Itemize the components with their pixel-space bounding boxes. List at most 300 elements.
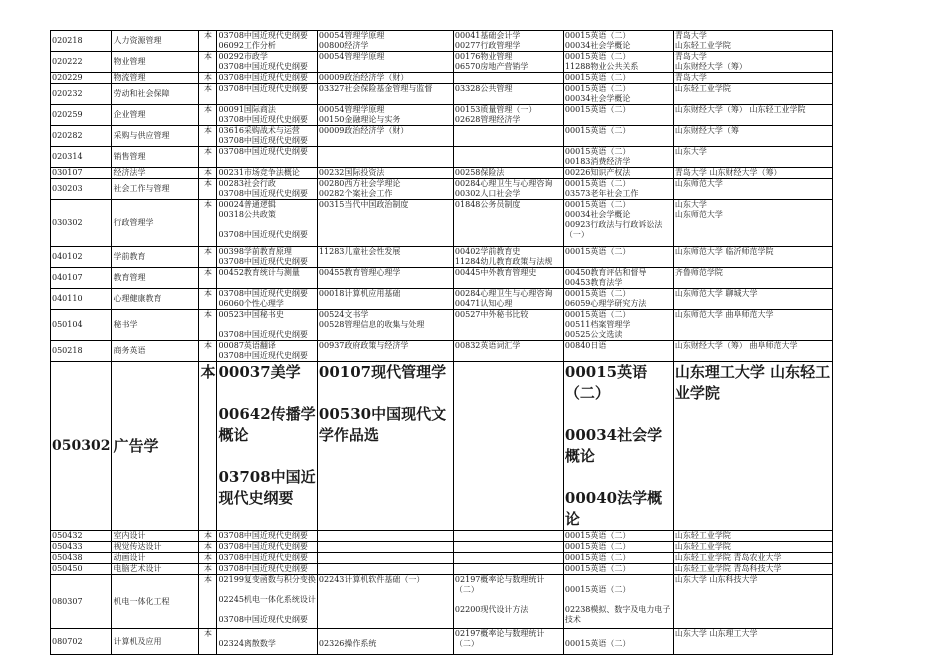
course-group-4-cell bbox=[563, 531, 673, 542]
major-name-cell: 物流管理 bbox=[112, 73, 199, 84]
course-line: 00832英语词汇学 bbox=[454, 341, 521, 350]
course-line: 00282个案社会工作 bbox=[318, 189, 393, 198]
course-line: 03708中国近现代史纲要 bbox=[218, 542, 308, 551]
level-cell: 本 bbox=[199, 105, 217, 126]
university-cell bbox=[673, 542, 832, 553]
course-line: 06092工作分析 bbox=[218, 41, 276, 50]
course-line: 00015英语（二） bbox=[564, 200, 631, 209]
course-line: 00015英语（二） bbox=[564, 31, 631, 40]
course-line: 02243计算机软件基础（一） bbox=[318, 575, 425, 584]
course-line: 00150金融理论与实务 bbox=[318, 115, 401, 124]
level-cell: 本 bbox=[199, 126, 217, 147]
university-line: 青岛大学 bbox=[674, 73, 707, 82]
course-group-2-cell bbox=[317, 564, 453, 575]
level-cell: 本 bbox=[199, 310, 217, 341]
table-row bbox=[51, 629, 833, 655]
major-code-cell: 020229 bbox=[51, 73, 112, 84]
course-line bbox=[455, 595, 562, 605]
level-cell: 本 bbox=[199, 268, 217, 289]
course-group-2-cell bbox=[317, 629, 453, 655]
major-name-cell: 人力资源管理 bbox=[112, 31, 199, 52]
table-row bbox=[51, 268, 833, 289]
course-group-1-cell bbox=[217, 362, 317, 531]
course-line: 03708中国近现代史纲要 bbox=[218, 189, 308, 198]
course-group-2-cell bbox=[317, 247, 453, 268]
course-group-4-cell bbox=[563, 168, 673, 179]
course-group-1-cell bbox=[217, 31, 317, 52]
course-group-1-cell bbox=[217, 200, 317, 247]
university-cell bbox=[673, 289, 832, 310]
level-cell: 本 bbox=[199, 629, 217, 655]
course-line: 00315当代中国政治制度 bbox=[318, 200, 409, 209]
major-code-cell: 040110 bbox=[51, 289, 112, 310]
course-group-1-cell bbox=[217, 575, 317, 629]
course-group-4-cell bbox=[563, 362, 673, 531]
course-group-3-cell bbox=[453, 362, 563, 531]
major-name-cell: 企业管理 bbox=[112, 105, 199, 126]
course-line: 00015英语（二） bbox=[564, 553, 631, 562]
course-line: 00034社会学概论 bbox=[564, 426, 663, 465]
course-group-2-cell bbox=[317, 84, 453, 105]
course-line: （二） bbox=[454, 639, 479, 648]
course-group-3-cell bbox=[453, 31, 563, 52]
major-code-cell: 020232 bbox=[51, 84, 112, 105]
course-group-4-cell bbox=[563, 310, 673, 341]
course-line: 00015英语（二） bbox=[564, 585, 631, 594]
university-line: 山东师范大学 bbox=[674, 210, 723, 219]
course-line: 03708中国近现代史纲要 bbox=[218, 615, 308, 624]
course-line: 06570房地产营销学 bbox=[454, 62, 529, 71]
course-line: 00226知识产权法 bbox=[564, 168, 631, 177]
university-line: 山东理工大学 山东轻工业学院 bbox=[674, 363, 831, 402]
course-line: 00153质量管理（一） bbox=[454, 105, 537, 114]
major-code-cell: 050104 bbox=[51, 310, 112, 341]
course-group-1-cell bbox=[217, 147, 317, 168]
course-line: 03573老年社会工作 bbox=[564, 189, 639, 198]
course-group-4-cell bbox=[563, 268, 673, 289]
course-line: 00302人口社会学 bbox=[454, 189, 521, 198]
course-group-3-cell bbox=[453, 564, 563, 575]
course-group-1-cell bbox=[217, 310, 317, 341]
course-line: 00452教育统计与测量 bbox=[218, 268, 300, 277]
university-line: 山东师范大学 聊城大学 bbox=[674, 289, 758, 298]
university-cell bbox=[673, 179, 832, 200]
course-group-2-cell bbox=[317, 52, 453, 73]
course-group-3-cell bbox=[453, 168, 563, 179]
course-line: 00054管理学原理 bbox=[318, 52, 385, 61]
course-line: 03708中国近现代史纲要 bbox=[218, 62, 308, 71]
level-cell: 本 bbox=[199, 200, 217, 247]
course-line: 03708中国近现代史纲要 bbox=[218, 84, 308, 93]
course-group-2-cell bbox=[317, 168, 453, 179]
major-code-cell: 030302 bbox=[51, 200, 112, 247]
major-name-cell: 销售管理 bbox=[112, 147, 199, 168]
level-cell: 本 bbox=[199, 362, 217, 531]
course-line: 00840日语 bbox=[564, 341, 607, 350]
course-line: 00524文书学 bbox=[318, 310, 369, 319]
course-group-4-cell bbox=[563, 542, 673, 553]
university-line: 山东财经大学（筹） 山东轻工业学院 bbox=[674, 105, 806, 114]
exam-course-table bbox=[50, 30, 833, 655]
major-code-cell: 020218 bbox=[51, 31, 112, 52]
level-cell: 本 bbox=[199, 168, 217, 179]
course-group-3-cell bbox=[453, 289, 563, 310]
table-body bbox=[51, 31, 833, 655]
course-line: 03327社会保险基金管理与监督 bbox=[318, 84, 433, 93]
course-line: 00527中外秘书比较 bbox=[454, 310, 529, 319]
course-line: 02245机电一体化系统设计 bbox=[218, 595, 316, 604]
level-cell: 本 bbox=[199, 84, 217, 105]
major-name-cell: 经济法学 bbox=[112, 168, 199, 179]
course-line bbox=[319, 383, 452, 404]
course-line: 00015英语（二） bbox=[564, 310, 631, 319]
table-row bbox=[51, 126, 833, 147]
course-group-1-cell bbox=[217, 179, 317, 200]
course-line: 00530中国现代文学作品选 bbox=[318, 405, 447, 444]
course-line: 02197概率论与数理统计 bbox=[454, 575, 545, 584]
university-line: 青岛大学 山东财经大学（筹） bbox=[674, 168, 782, 177]
course-line: 02326操作系统 bbox=[318, 639, 377, 648]
course-group-4-cell bbox=[563, 289, 673, 310]
table-row bbox=[51, 553, 833, 564]
level-cell: 本 bbox=[199, 289, 217, 310]
course-group-1-cell bbox=[217, 168, 317, 179]
course-line: 00107现代管理学 bbox=[318, 363, 447, 381]
course-group-4-cell bbox=[563, 575, 673, 629]
course-group-3-cell bbox=[453, 268, 563, 289]
major-name-cell: 物业管理 bbox=[112, 52, 199, 73]
course-line: 00015英语（二） bbox=[564, 147, 631, 156]
course-line: 01848公务员制度 bbox=[454, 200, 521, 209]
table-row bbox=[51, 310, 833, 341]
course-line: 00009政治经济学（财） bbox=[318, 126, 409, 135]
course-line: 00280西方社会学理论 bbox=[318, 179, 401, 188]
course-group-4-cell bbox=[563, 629, 673, 655]
course-group-1-cell bbox=[217, 341, 317, 362]
major-code-cell: 080702 bbox=[51, 629, 112, 655]
table-row bbox=[51, 147, 833, 168]
major-code-cell: 020282 bbox=[51, 126, 112, 147]
university-cell bbox=[673, 200, 832, 247]
course-line: 03708中国近现代史纲要 bbox=[218, 147, 308, 156]
course-line: 00450教育评估和督导 bbox=[564, 268, 647, 277]
course-group-4-cell bbox=[563, 553, 673, 564]
course-group-1-cell bbox=[217, 564, 317, 575]
university-cell bbox=[673, 629, 832, 655]
course-group-3-cell bbox=[453, 179, 563, 200]
level-cell: 本 bbox=[199, 179, 217, 200]
table-row bbox=[51, 341, 833, 362]
course-line: 00523中国秘书史 bbox=[218, 310, 284, 319]
university-line: 青岛大学 bbox=[674, 31, 707, 40]
course-group-2-cell bbox=[317, 341, 453, 362]
major-code-cell: 040107 bbox=[51, 268, 112, 289]
course-group-1-cell bbox=[217, 126, 317, 147]
course-line: 03708中国近现代史纲要 bbox=[218, 531, 308, 540]
level-cell: 本 bbox=[199, 542, 217, 553]
major-code-cell: 020314 bbox=[51, 147, 112, 168]
course-line: 00445中外教育管理史 bbox=[454, 268, 537, 277]
course-line: 03616采购战术与运营 bbox=[218, 126, 300, 135]
course-group-3-cell bbox=[453, 575, 563, 629]
course-group-1-cell bbox=[217, 553, 317, 564]
course-group-4-cell bbox=[563, 52, 673, 73]
course-line bbox=[218, 605, 315, 615]
course-line: 00054管理学原理 bbox=[318, 105, 385, 114]
university-cell bbox=[673, 147, 832, 168]
level-cell: 本 bbox=[199, 73, 217, 84]
course-line: 00318公共政策 bbox=[218, 210, 276, 219]
major-code-cell: 030107 bbox=[51, 168, 112, 179]
major-name-cell: 动画设计 bbox=[112, 553, 199, 564]
course-line: 03708中国近现代史纲要 bbox=[218, 136, 308, 145]
course-group-4-cell bbox=[563, 341, 673, 362]
major-code-cell: 050433 bbox=[51, 542, 112, 553]
course-line: 00258保险法 bbox=[454, 168, 505, 177]
course-group-2-cell bbox=[317, 542, 453, 553]
course-group-2-cell bbox=[317, 31, 453, 52]
university-cell bbox=[673, 575, 832, 629]
university-line: 山东财经大学（筹） 曲阜师范大学 bbox=[674, 341, 798, 350]
course-line: 00231市场竞争法概论 bbox=[218, 168, 300, 177]
university-line: 山东财经大学（筹 bbox=[674, 126, 739, 135]
course-line: 00087英语翻译 bbox=[218, 341, 276, 350]
course-group-2-cell bbox=[317, 362, 453, 531]
course-line bbox=[218, 629, 315, 639]
university-cell bbox=[673, 31, 832, 52]
major-name-cell: 计算机及应用 bbox=[112, 629, 199, 655]
course-group-1-cell bbox=[217, 247, 317, 268]
course-group-3-cell bbox=[453, 105, 563, 126]
course-line: 02324离散数学 bbox=[218, 639, 276, 648]
university-cell bbox=[673, 564, 832, 575]
university-line: 山东大学 山东科技大学 bbox=[674, 575, 758, 584]
table-row bbox=[51, 31, 833, 52]
table-row bbox=[51, 52, 833, 73]
course-group-2-cell bbox=[317, 73, 453, 84]
university-line: 山东师范大学 bbox=[674, 179, 723, 188]
course-line: 11283儿童社会性发展 bbox=[318, 247, 401, 256]
table-row bbox=[51, 73, 833, 84]
level-cell: 本 bbox=[199, 147, 217, 168]
course-line: 00015英语（二） bbox=[564, 289, 631, 298]
course-line bbox=[319, 629, 452, 639]
course-line: 00015英语（二） bbox=[564, 52, 631, 61]
course-line bbox=[218, 446, 315, 467]
table-row bbox=[51, 289, 833, 310]
course-group-2-cell bbox=[317, 531, 453, 542]
university-cell bbox=[673, 247, 832, 268]
course-group-4-cell bbox=[563, 84, 673, 105]
major-name-cell: 劳动和社会保障 bbox=[112, 84, 199, 105]
course-line: 00283社会行政 bbox=[218, 179, 276, 188]
university-cell bbox=[673, 84, 832, 105]
university-line: 山东大学 山东理工大学 bbox=[674, 629, 758, 638]
course-group-3-cell bbox=[453, 341, 563, 362]
university-cell bbox=[673, 531, 832, 542]
course-line: 00402学前教育史 bbox=[454, 247, 521, 256]
university-line: 山东师范大学 临沂师范学院 bbox=[674, 247, 774, 256]
table-row bbox=[51, 179, 833, 200]
course-line: 00015英语（二） bbox=[564, 639, 631, 648]
university-cell bbox=[673, 268, 832, 289]
university-cell bbox=[673, 310, 832, 341]
course-line: 03708中国近现代史纲要 bbox=[218, 564, 308, 573]
course-group-1-cell bbox=[217, 84, 317, 105]
course-line: 00800经济学 bbox=[318, 41, 369, 50]
level-cell: 本 bbox=[199, 531, 217, 542]
course-line: 00054管理学原理 bbox=[318, 31, 385, 40]
course-group-4-cell bbox=[563, 147, 673, 168]
course-group-2-cell bbox=[317, 268, 453, 289]
course-line bbox=[218, 383, 315, 404]
major-code-cell: 020259 bbox=[51, 105, 112, 126]
course-group-4-cell bbox=[563, 200, 673, 247]
level-cell: 本 bbox=[199, 553, 217, 564]
course-group-2-cell bbox=[317, 179, 453, 200]
course-line: 00277行政管理学 bbox=[454, 41, 521, 50]
major-name-cell: 机电一体化工程 bbox=[112, 575, 199, 629]
course-line: 03708中国近现代史纲要 bbox=[218, 289, 308, 298]
course-group-2-cell bbox=[317, 289, 453, 310]
university-line: 山东轻工业学院 bbox=[674, 84, 731, 93]
course-group-3-cell bbox=[453, 200, 563, 247]
course-line: 00024普通逻辑 bbox=[218, 200, 276, 209]
major-name-cell: 商务英语 bbox=[112, 341, 199, 362]
level-cell: 本 bbox=[199, 52, 217, 73]
major-name-cell: 学前教育 bbox=[112, 247, 199, 268]
course-line: 00015英语（二） bbox=[564, 363, 648, 402]
level-cell: 本 bbox=[199, 564, 217, 575]
major-name-cell: 室内设计 bbox=[112, 531, 199, 542]
course-line: 00528管理信息的收集与处理 bbox=[318, 320, 425, 329]
course-group-1-cell bbox=[217, 289, 317, 310]
course-line: 00015英语（二） bbox=[564, 531, 631, 540]
course-line: 00015英语（二） bbox=[564, 73, 631, 82]
course-line: 03708中国近现代史纲要 bbox=[218, 330, 308, 339]
table-row bbox=[51, 247, 833, 268]
course-line: 00034社会学概论 bbox=[564, 94, 631, 103]
course-line: 03708中国近现代史纲要 bbox=[218, 31, 308, 40]
course-line: 00034社会学概论 bbox=[564, 41, 631, 50]
course-group-3-cell bbox=[453, 147, 563, 168]
course-line: （一） bbox=[564, 230, 589, 239]
course-group-4-cell bbox=[563, 564, 673, 575]
course-line: 00015英语（二） bbox=[564, 564, 631, 573]
university-line: 齐鲁师范学院 bbox=[674, 268, 723, 277]
course-line: 00453教育法学 bbox=[564, 278, 623, 287]
course-group-3-cell bbox=[453, 84, 563, 105]
course-line: 03708中国近现代史纲要 bbox=[218, 230, 308, 239]
course-group-2-cell bbox=[317, 126, 453, 147]
course-line bbox=[565, 575, 672, 585]
course-group-1-cell bbox=[217, 52, 317, 73]
course-line: 00292市政学 bbox=[218, 52, 268, 61]
course-line bbox=[565, 595, 672, 605]
course-line: 00040法学概论 bbox=[564, 489, 663, 528]
course-group-4-cell bbox=[563, 247, 673, 268]
university-cell bbox=[673, 105, 832, 126]
course-line: 11288物业公共关系 bbox=[564, 62, 639, 71]
course-group-2-cell bbox=[317, 200, 453, 247]
course-line: （二） bbox=[454, 585, 479, 594]
course-line: 00176物业管理 bbox=[454, 52, 513, 61]
course-line: 00923行政法与行政诉讼法 bbox=[564, 220, 663, 229]
course-line: 00015英语（二） bbox=[564, 105, 631, 114]
course-line: 03328公共管理 bbox=[454, 84, 513, 93]
course-line: 00015英语（二） bbox=[564, 126, 631, 135]
university-line: 山东财经大学（筹） bbox=[674, 62, 747, 71]
course-line: 03708中国近现代史纲要 bbox=[218, 115, 308, 124]
course-group-2-cell bbox=[317, 147, 453, 168]
major-name-cell: 采购与供应管理 bbox=[112, 126, 199, 147]
course-line: 02197概率论与数理统计 bbox=[454, 629, 545, 638]
table-row bbox=[51, 168, 833, 179]
major-code-cell: 030203 bbox=[51, 179, 112, 200]
major-name-cell: 社会工作与管理 bbox=[112, 179, 199, 200]
university-cell bbox=[673, 73, 832, 84]
university-line: 山东轻工业学院 青岛农业大学 bbox=[674, 553, 782, 562]
course-line: 02199复变函数与积分变换 bbox=[218, 575, 316, 584]
course-line: 00511档案管理学 bbox=[564, 320, 631, 329]
major-code-cell: 080307 bbox=[51, 575, 112, 629]
course-group-3-cell bbox=[453, 126, 563, 147]
level-cell: 本 bbox=[199, 341, 217, 362]
course-line: 00018计算机应用基础 bbox=[318, 289, 401, 298]
course-group-2-cell bbox=[317, 575, 453, 629]
level-cell: 本 bbox=[199, 31, 217, 52]
course-line: 00232国际投资法 bbox=[318, 168, 385, 177]
course-line: 00091国际商法 bbox=[218, 105, 276, 114]
table-row bbox=[51, 105, 833, 126]
major-code-cell: 050302 bbox=[51, 362, 112, 531]
major-name-cell: 视觉传达设计 bbox=[112, 542, 199, 553]
course-line: 00642传播学概论 bbox=[218, 405, 316, 444]
course-group-1-cell bbox=[217, 268, 317, 289]
course-line: 11284幼儿教育政策与法规 bbox=[454, 257, 553, 266]
course-group-3-cell bbox=[453, 52, 563, 73]
table-row bbox=[51, 542, 833, 553]
course-group-4-cell bbox=[563, 31, 673, 52]
course-line: 03708中国近现代史纲要 bbox=[218, 73, 308, 82]
course-line: 06059心理学研究方法 bbox=[564, 299, 647, 308]
course-line: 00037美学 bbox=[218, 363, 301, 381]
major-name-cell: 电脑艺术设计 bbox=[112, 564, 199, 575]
course-group-4-cell bbox=[563, 105, 673, 126]
course-line: 00183消费经济学 bbox=[564, 157, 631, 166]
course-line bbox=[565, 629, 672, 639]
course-group-3-cell bbox=[453, 531, 563, 542]
level-cell: 本 bbox=[199, 247, 217, 268]
university-cell bbox=[673, 52, 832, 73]
course-line: 00471认知心理 bbox=[454, 299, 513, 308]
course-group-1-cell bbox=[217, 542, 317, 553]
course-group-3-cell bbox=[453, 310, 563, 341]
course-group-3-cell bbox=[453, 247, 563, 268]
course-group-3-cell bbox=[453, 73, 563, 84]
major-code-cell: 040102 bbox=[51, 247, 112, 268]
university-line: 山东轻工业学院 bbox=[674, 531, 731, 540]
course-line bbox=[565, 404, 672, 425]
course-line bbox=[218, 320, 315, 330]
course-group-4-cell bbox=[563, 179, 673, 200]
course-line: 00034社会学概论 bbox=[564, 210, 631, 219]
course-group-3-cell bbox=[453, 629, 563, 655]
course-line: 06060个性心理学 bbox=[218, 299, 284, 308]
course-group-2-cell bbox=[317, 310, 453, 341]
university-cell bbox=[673, 126, 832, 147]
course-group-3-cell bbox=[453, 553, 563, 564]
